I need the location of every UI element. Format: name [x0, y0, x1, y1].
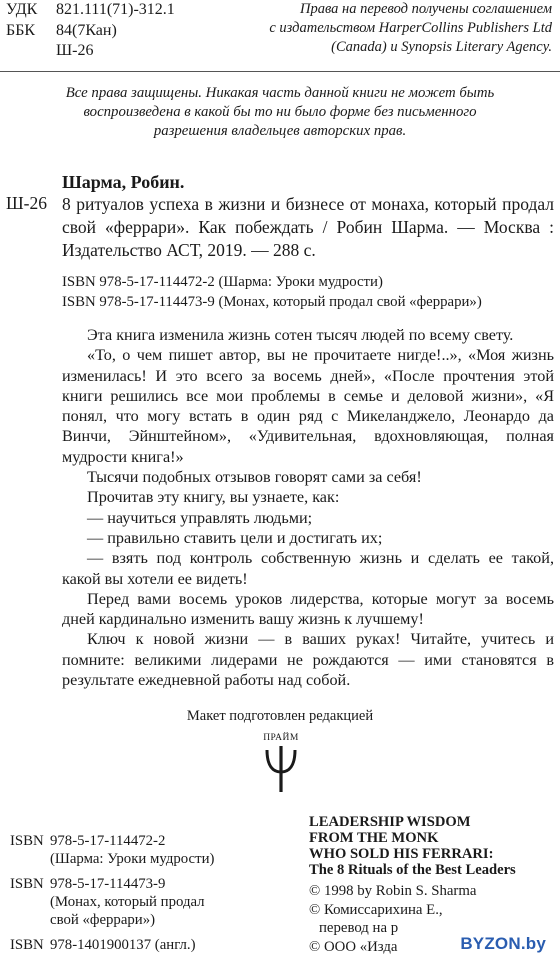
isbn-note: (Монах, который продал: [50, 894, 205, 910]
watermark-badge: [418, 930, 560, 960]
isbn-label: ISBN: [10, 937, 44, 953]
bbk-row: [6, 21, 175, 42]
logo-text: ПРАЙМ: [263, 733, 299, 743]
code-label: [6, 41, 56, 62]
annotation-paragraph: Эта книга изменила жизнь сотен тысяч людей по всему свету.: [87, 326, 514, 344]
translation-rights: [222, 0, 552, 57]
isbn-entry: [10, 875, 214, 929]
isbn-block: [10, 832, 214, 961]
notice-line: Все права защищены. Никакая часть данной книги не может быть: [65, 85, 495, 101]
original-title-line: FROM THE MONK: [309, 830, 439, 846]
rights-line: Права на перевод получены соглашением: [300, 1, 552, 17]
copyright-notice: [20, 84, 540, 141]
classification-codes: [6, 0, 175, 62]
annotation-list-item: — научиться управлять людьми;: [87, 508, 313, 527]
code-value: 84(7Кан): [56, 21, 117, 39]
copyright-line: © 1998 by Robin S. Sharma: [309, 883, 477, 899]
code-label: УДК: [6, 1, 38, 18]
isbn-number: 978-1401900137 (англ.): [50, 937, 196, 953]
rights-line: (Canada) и Synopsis Literary Agency.: [331, 39, 552, 55]
original-title-line: WHO SOLD HIS FERRARI:: [309, 846, 494, 862]
rights-line: с издательством HarperCollins Publishers Ltd: [269, 20, 552, 36]
watermark-text: BYZON.by: [460, 934, 546, 953]
bib-description: 8 ритуалов успеха в жизни и бизнесе от монаха, который продал свой «феррари». Как побеждать / Робин Шарма. — Москва : Издательство АСТ, 2019. — 288 с.: [62, 194, 554, 260]
code-label: ББК: [6, 21, 36, 39]
bib-author: Шарма, Робин.: [62, 172, 185, 192]
copyright-line: перевод на р: [319, 920, 399, 936]
original-title-line: LEADERSHIP WISDOM: [309, 814, 471, 830]
isbn-label: ISBN: [10, 876, 44, 892]
copyright-line: © Комиссарихина Е.,: [309, 901, 443, 918]
notice-line: разрешения владельцев авторских прав.: [153, 123, 407, 139]
publisher-logo: [258, 733, 304, 795]
annotation-list-item: — взять под контроль собственную жизнь и сделать ее такой, какой вы хотели ее видеть!: [62, 549, 554, 588]
annotation-list-item: — правильно ставить цели и достигать их;: [87, 528, 383, 547]
bib-code: Ш-26: [6, 193, 47, 213]
isbn-number: 978-5-17-114472-2: [50, 833, 166, 849]
original-title: [309, 814, 516, 878]
bib-isbn-line: ISBN 978-5-17-114472-2 (Шарма: Уроки мудрости): [62, 274, 383, 290]
header-divider: [0, 71, 560, 72]
annotation-paragraph: Ключ к новой жизни — в ваших руках! Читайте, учитесь и помните: великими лидерами не рождаются — ими становятся в результате ежедневной работы над собой.: [62, 630, 554, 690]
isbn-entry: [10, 936, 214, 954]
isbn-number: 978-5-17-114473-9: [50, 876, 166, 892]
isbn-label: ISBN: [10, 833, 44, 849]
notice-line: воспроизведена в какой бы то ни было форме без письменного: [83, 104, 477, 120]
prepared-by: Макет подготовлен редакцией: [186, 708, 374, 724]
annotation-paragraph: Тысячи подобных отзывов говорят сами за себя!: [87, 468, 422, 487]
isbn-entry: [10, 832, 214, 868]
psi-trident-icon: [265, 744, 297, 794]
original-title-line: The 8 Rituals of the Best Leaders: [309, 862, 516, 878]
isbn-note: свой «феррари»): [50, 912, 156, 928]
bib-isbns: [62, 272, 482, 312]
code-value: Ш-26: [56, 42, 94, 59]
author-mark-row: [6, 41, 175, 62]
annotation-paragraph: Перед вами восемь уроков лидерства, которые могут за восемь дней кардинально изменить вашу жизнь к лучшему!: [62, 589, 554, 629]
code-value: 821.111(71)-312.1: [56, 1, 175, 18]
copyright-line: © ООО «Изда: [309, 938, 398, 955]
annotation: [62, 325, 554, 690]
bib-isbn-line: ISBN 978-5-17-114473-9 (Монах, который продал свой «феррари»): [62, 294, 482, 310]
annotation-paragraph: Прочитав эту книгу, вы узнаете, как:: [87, 488, 340, 507]
isbn-note: (Шарма: Уроки мудрости): [50, 851, 215, 867]
udk-row: [6, 0, 175, 21]
annotation-paragraph: «То, о чем пишет автор, вы не прочитаете нигде!..», «Моя жизнь изменилась! И это всего за восемь дней», «После прочтения этой книги решились все мои проблемы в семье и деловой жизни», «Я понял, что могу встать в один ряд с Микеланджело, Леонардо да Винчи, Эйнштейном», «Удивительная, вдохновляющая, полная мудрости книга!»: [62, 346, 554, 466]
